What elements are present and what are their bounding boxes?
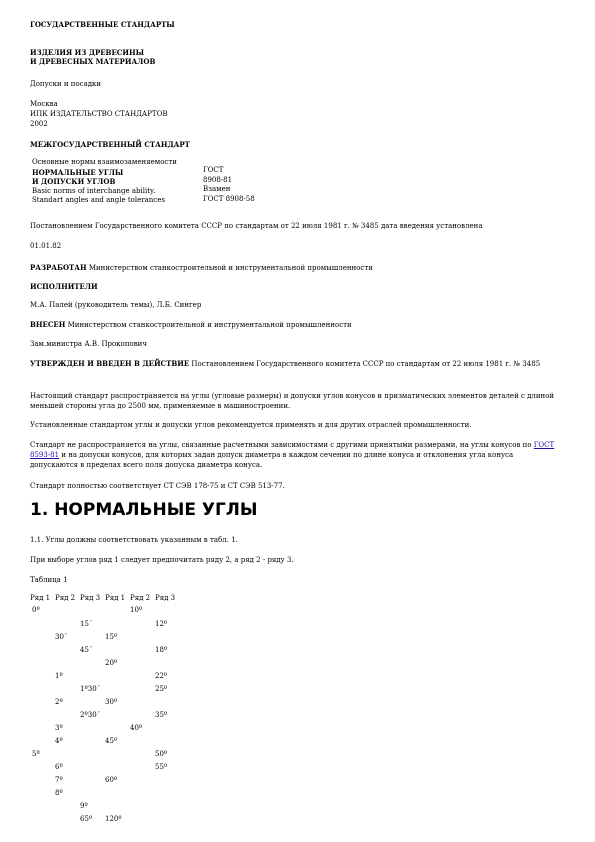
table-cell: 45´: [80, 646, 93, 654]
standard-title: [32, 158, 177, 206]
exclusion-text-start: Стандарт не распространяется на углы, связанные расчетными зависимостями с другими принятыми размерами, на углы конусов по: [30, 441, 534, 449]
scope-paragraph: Настоящий стандарт распространяется на углы (угловые размеры) и допуски углов конусов и призматических элементов деталей с длиной меньшей стороны угла до 2500 мм, применяемые в машиностроении.: [30, 392, 555, 410]
publisher-city: Москва: [30, 100, 58, 108]
publish-year: 2002: [30, 120, 48, 128]
table-cell: 5º: [32, 750, 40, 758]
collection-subtitle: Допуски и посадки: [30, 80, 102, 88]
standard-title-block: [30, 158, 330, 228]
table-cell: 65º: [80, 815, 93, 823]
table-header: Ряд 2: [55, 594, 76, 602]
table-cell: 8º: [55, 789, 63, 797]
table-cell: 50º: [155, 750, 168, 758]
introduced-line: [30, 320, 352, 330]
table-cell: 30º: [105, 698, 118, 706]
standard-code-line: Взамен: [203, 185, 231, 193]
standard-type: МЕЖГОСУДАРСТВЕННЫЙ СТАНДАРТ: [30, 140, 190, 149]
table-cell: 55º: [155, 763, 168, 771]
table-cell: 1º: [55, 672, 63, 680]
recommendation-paragraph: Установленные стандартом углы и допуски углов рекомендуется применять и для других отраслей промышленности.: [30, 421, 472, 429]
table-cell: 15º: [105, 633, 118, 641]
approved-label: УТВЕРЖДЕН И ВВЕДЕН В ДЕЙСТВИЕ: [30, 359, 190, 368]
standard-code-line: ГОСТ 8908-58: [203, 194, 255, 203]
table-cell: 9º: [80, 802, 88, 810]
introduced-label: ВНЕСЕН: [30, 320, 66, 329]
table-cell: 35º: [155, 711, 168, 719]
section-para-1: 1.1. Углы должны соответствовать указанным в табл. 1.: [30, 536, 238, 544]
table-label: Таблица 1: [30, 576, 68, 584]
section-para-2: При выборе углов ряд 1 следует предпочитать ряду 2, а ряд 2 - ряду 3.: [30, 556, 294, 564]
exclusion-text-end: и на допуски конусов, для которых задан допуск диаметра в каждом сечении по длине конуса и отклонения угла конуса допускаются в пределах всего поля допуска диаметра конуса.: [30, 451, 514, 469]
deputy-minister: Зам.министра А.В. Прокопович: [30, 340, 147, 348]
standard-code: [203, 166, 255, 204]
executors-label: ИСПОЛНИТЕЛИ: [30, 282, 98, 291]
collection-title-1: ИЗДЕЛИЯ ИЗ ДРЕВЕСИНЫ: [30, 48, 145, 57]
table-cell: 0º: [32, 606, 40, 614]
publisher-name: ИПК ИЗДАТЕЛЬСТВО СТАНДАРТОВ: [30, 110, 168, 118]
table-cell: 15´: [80, 620, 93, 628]
table-cell: 60º: [105, 776, 118, 784]
effective-date: 01.01.82: [30, 242, 62, 250]
org-header: ГОСУДАРСТВЕННЫЕ СТАНДАРТЫ: [30, 20, 175, 29]
exclusion-paragraph: [30, 440, 560, 470]
table-cell: 2º: [55, 698, 63, 706]
table-cell: 6º: [55, 763, 63, 771]
table-cell: 40º: [130, 724, 143, 732]
table-cell: 1º30´: [80, 685, 101, 693]
table-header: Ряд 3: [80, 594, 101, 602]
approved-text: Постановлением Государственного комитета СССР по стандартам от 22 июля 1981 г. № 3485: [189, 360, 541, 368]
developed-text: Министерством станкостроительной и инструментальной промышленности: [86, 264, 373, 272]
collection-title-2: И ДРЕВЕСНЫХ МАТЕРИАЛОВ: [30, 57, 156, 66]
standard-title-line: Basic norms of interchange ability.: [32, 186, 156, 195]
gost-8593-link[interactable]: ГОСТ 8593-81: [30, 441, 555, 459]
table-cell: 45º: [105, 737, 118, 745]
table-cell: 120º: [105, 815, 122, 823]
standard-title-line: Standart angles and angle tolerances: [32, 196, 165, 204]
table-header: Ряд 1: [105, 594, 126, 602]
table-cell: 20º: [105, 659, 118, 667]
table-header: Ряд 2: [130, 594, 151, 602]
developed-label: РАЗРАБОТАН: [30, 263, 87, 272]
table-cell: 10º: [130, 606, 143, 614]
section-heading: 1. НОРМАЛЬНЫЕ УГЛЫ: [30, 500, 258, 520]
table-cell: 4º: [55, 737, 63, 745]
table-cell: 3º: [55, 724, 63, 732]
approved-paragraph: [30, 359, 560, 369]
standard-code-line: ГОСТ: [203, 166, 224, 174]
table-cell: 12º: [155, 620, 168, 628]
table-cell: 30´: [55, 633, 68, 641]
developed-line: [30, 263, 373, 273]
decree-text: Постановлением Государственного комитета СССР по стандартам от 22 июля 1981 г. № 3485 дата введения установлена: [30, 222, 483, 230]
standard-title-line: Основные нормы взаимозаменяемости: [32, 158, 177, 166]
table-header: Ряд 1: [30, 594, 51, 602]
introduced-text: Министерством станкостроительной и инструментальной промышленности: [65, 321, 352, 329]
table-cell: 18º: [155, 646, 168, 654]
table-header: Ряд 3: [155, 594, 176, 602]
standard-code-line: 8908-81: [203, 175, 233, 184]
compliance-paragraph: Стандарт полностью соответствует СТ СЭВ 178-75 и СТ СЭВ 513-77.: [30, 482, 285, 490]
table-cell: 22º: [155, 672, 168, 680]
standard-title-line: И ДОПУСКИ УГЛОВ: [32, 177, 116, 186]
standard-title-line: НОРМАЛЬНЫЕ УГЛЫ: [32, 167, 124, 177]
table-cell: 2º30´: [80, 711, 101, 719]
executors-names: М.А. Палей (руководитель темы), Л.Б. Сингер: [30, 301, 202, 309]
table-cell: 7º: [55, 776, 63, 784]
table-cell: 25º: [155, 685, 168, 693]
